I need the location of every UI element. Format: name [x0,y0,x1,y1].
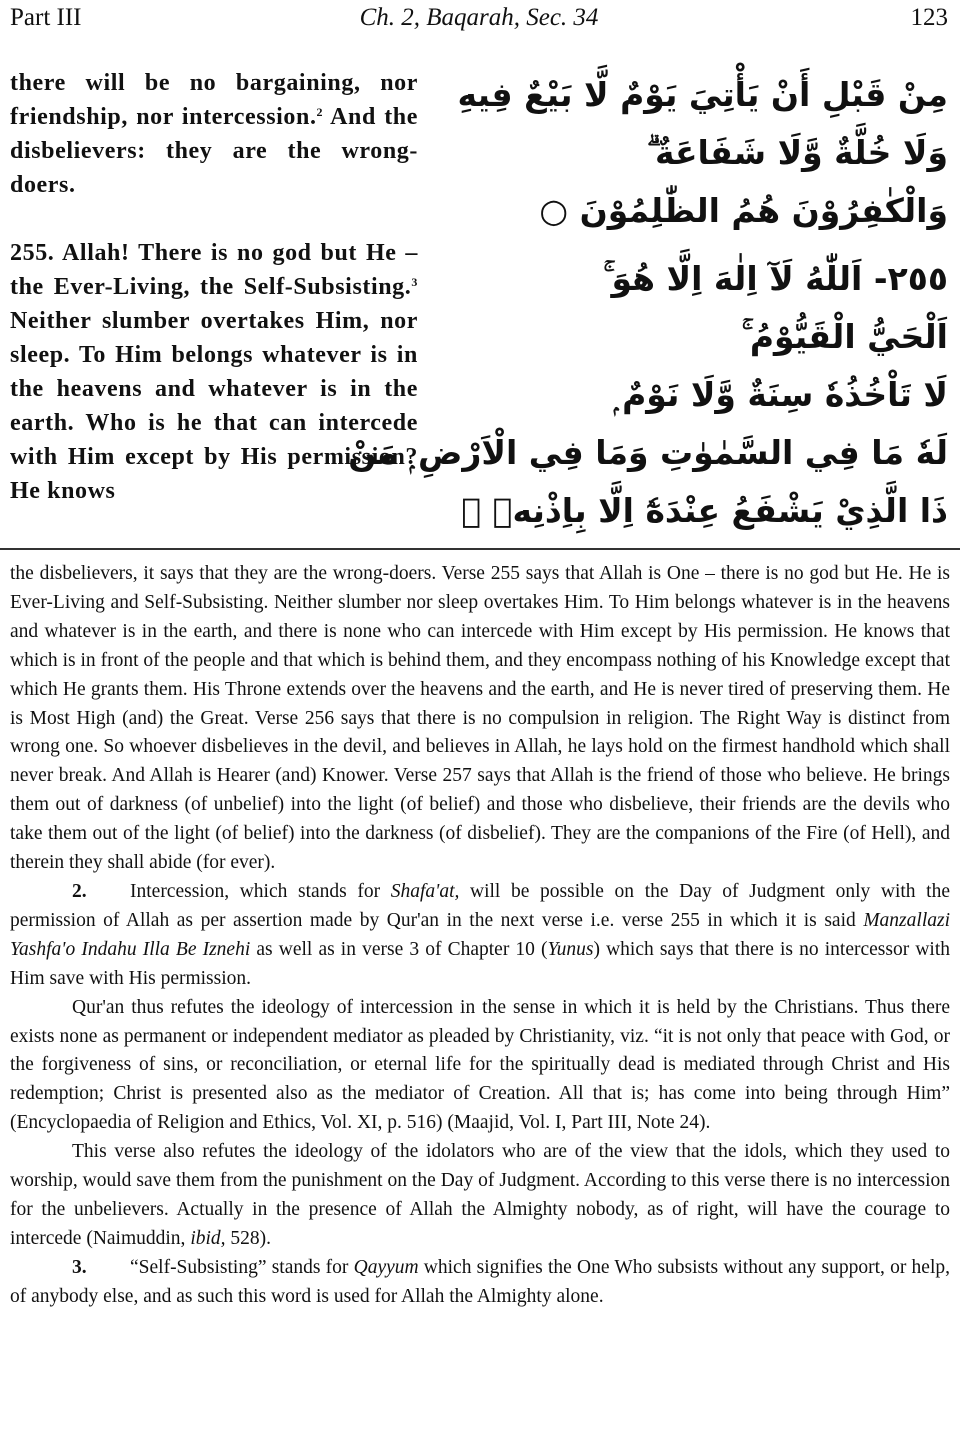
footnote-text: Intercession, which stands for [130,880,391,902]
arabic-line: لَا تَاْخُذُهٗ سِنَةٌ وَّلَا نَوْمٌ ۭ [613,375,948,414]
arabic-line: مِنْ قَبْلِ أَنْ يَأْتِيَ يَوْمٌ لَّا بَيْعٌ فِيهِ [457,75,948,114]
italic-term: ibid, [190,1227,226,1249]
paragraph-text: 528). [225,1227,272,1249]
commentary-paragraph [10,1138,950,1254]
footnote-text: which signifies the One Who subsists without any support, or help, of anybody else, and as such this word is used for Allah the Almighty alone. [10,1256,950,1307]
arabic-line: لَهٗ مَا فِي السَّمٰوٰتِ وَمَا فِي الْاَرْضِ ۭ مَنْ [348,433,948,472]
footnote-text: as well as in verse 3 of Chapter 10 ( [250,938,548,960]
footnote-text: ) which says that there is no intercessor with Him save with His permission. [10,938,950,989]
arabic-line: وَلَا خُلَّةٌ وَّلَا شَفَاعَةٌ ۗ [646,133,948,172]
italic-term: Qayyum [353,1256,419,1278]
italic-term: Shafa'at, [390,880,460,902]
translation-text: there will be no bargaining, nor friendship, nor intercession. [10,70,418,130]
translation-text: And the disbelievers: they are the wrong-doers. [10,104,418,198]
footnote-text: will be possible on the Day of Judgment only with the permission of Allah as per assertion made by Qur'an in the next verse i.e. verse 255 in which it is said [10,880,950,931]
arabic-line: اَلْحَيُّ الْقَيُّوْمُ ۚ [741,317,948,356]
arabic-line: ذَا الَّذِيْ يَشْفَعُ عِنْدَهٗٓ اِلَّا بِاِذْنِهٖ ۭ [461,491,948,530]
footnote-marker-2: 2 [316,105,324,119]
section-divider [0,548,960,550]
italic-term: Yunus [547,938,594,960]
translation-paragraph [10,66,418,202]
commentary-section [10,560,950,1312]
commentary-paragraph: the disbelievers, it says that they are the wrong-doers. Verse 255 says that Allah is One – there is no god but He. He is Ever-Living and Self-Subsisting. Neither slumber nor sleep overtakes Him. To Him belongs whatever is in the heavens and whatever is in the earth, and there is none who can intercede with Him except by His permission. He knows that which is in front of the people and that which is behind them, and they encompass nothing of his Knowledge except that which He grants them. His Throne extends over the heavens and the earth, and He is never tired of preserving them. He is Most High (and) the Great. Verse 256 says that there is no compulsion in religion. The Right Way is distinct from wrong one. So whoever disbelieves in the devil, and believes in Allah, he lays hold on the firmest handhold which shall never break. And Allah is Hearer (and) Knower. Verse 257 says that Allah is the friend of those who believe. He brings them out of darkness (of unbelief) into the light (of belief) and those who disbelieve, their friends are the devils who take them out of the light (of belief) into the darkness (of disbelief). They are the companions of the Fire (of Hell), and therein they shall abide (for ever). [10,563,950,874]
translation-text: 255. Allah! There is no god but He – the Ever-Living, the Self-Subsisting. [10,240,418,300]
arabic-text-column [348,66,948,540]
page-number: 123 [910,4,948,31]
footnote-marker-3: 3 [411,275,418,289]
part-label: Part III [10,4,82,31]
arabic-line: وَالْكٰفِرُوْنَ هُمُ الظّٰلِمُوْنَ ○ [539,191,948,230]
commentary-paragraph: Qur'an thus refutes the ideology of intercession in the sense in which it is held by the Christians. Thus there exists none as permanent or independent mediator as pleaded by Christianity, viz. “it is not only that peace with God, or the forgiveness of sins, or reconciliation, or eternal life for the spiritually dead is mediated through Christ and His redemption; Christ is presented also as the mediator of Creation. All that is; has come into being through Him” (Encyclopaedia of Religion and Ethics, Vol. XI, p. 516) (Maajid, Vol. I, Part III, Note 24). [10,996,950,1134]
translation-text: Neither slumber overtakes Him, nor sleep. To Him belongs whatever is in the heavens and whatever is in the earth. Who is he that can intercede with Him except by His permission? He knows [10,308,418,504]
footnote-number: 2. [72,880,87,902]
footnote-text: “Self-Subsisting” stands for [130,1256,354,1278]
arabic-line: ٢٥٥- اَللّٰهُ لَآ اِلٰهَ اِلَّا هُوَ ۚ [603,259,948,298]
page-header [10,4,948,34]
chapter-heading: Ch. 2, Baqarah, Sec. 34 [359,4,599,31]
footnote-2 [10,878,950,994]
footnote-number: 3. [72,1256,87,1278]
footnote-3 [10,1254,950,1312]
italic-term: Manzallazi Yashfa'o Indahu Illa Be Iznehi [10,909,950,960]
paragraph-text: This verse also refutes the ideology of the idolators who are of the view that the idols, which they used to worship, would save them from the punishment on the Day of Judgment. According to this verse there is no intercession for the unbelievers. Actually in the presence of Allah the Almighty nobody, as of right, will have the courage to intercede (Naimuddin, [10,1141,950,1249]
